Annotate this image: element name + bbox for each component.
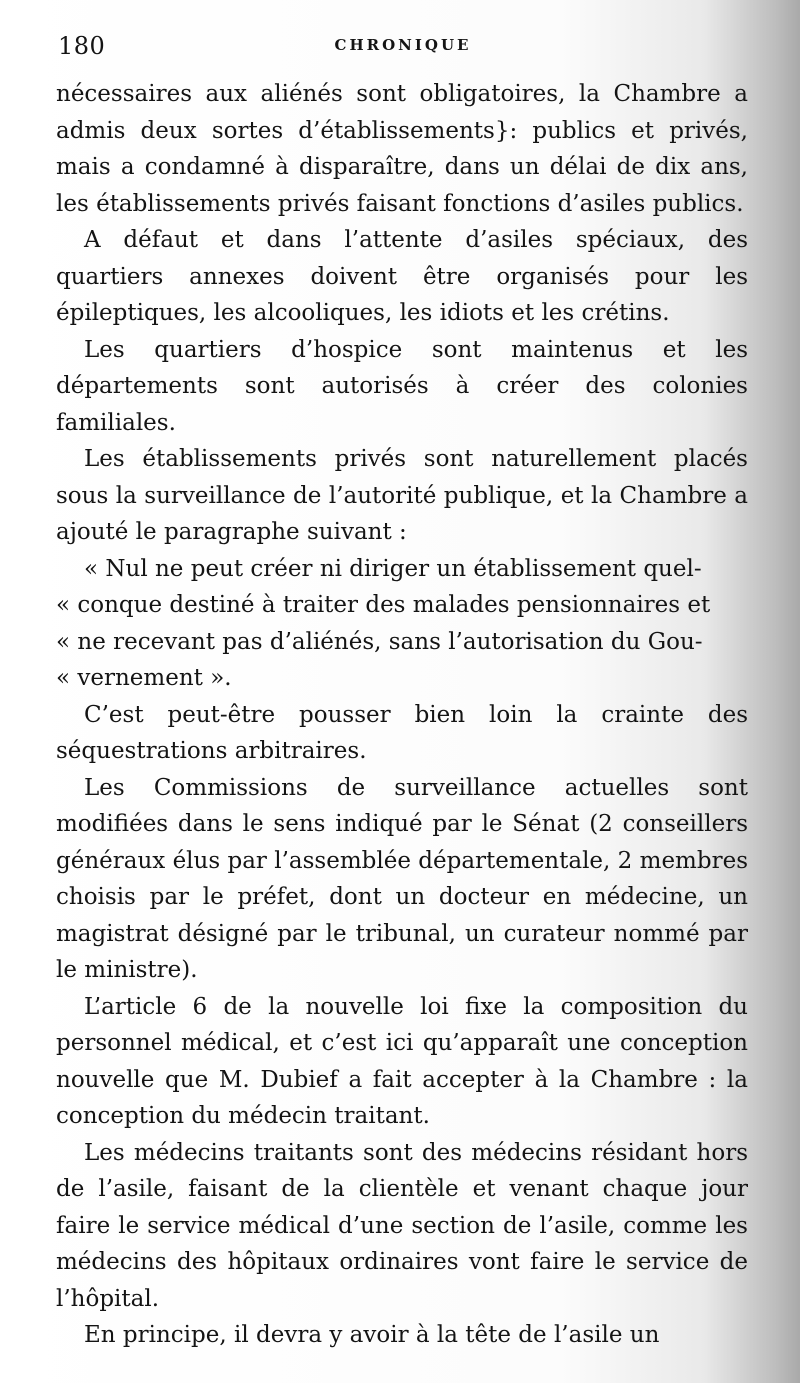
quotation-line: « conque destiné à traiter des malades pensionnaires et [56, 592, 711, 618]
page-number: 180 [58, 32, 106, 60]
running-head: CHRONIQUE [334, 36, 472, 54]
quotation-line: « vernement ». [56, 665, 232, 691]
body-text [56, 76, 748, 1354]
paragraph-in-principle: En principe, il devra y avoir à la tête de l’asile un [84, 1322, 660, 1348]
paragraph-arbitrary-sequestration: C’est peut-être pousser bien loin la crainte des séquestrations arbitraires. [56, 701, 748, 764]
quotation-line: « ne recevant pas d’aliénés, sans l’autorisation du Gou- [56, 628, 703, 655]
paragraph-article-6: L’article 6 de la nouvelle loi fixe la composition du personnel médical, et c’est ici qu’apparaît une conception nouvelle que M. Dubief a fait accepter à la Chambre : la conception du médecin traitant. [56, 993, 748, 1129]
paragraph-continuation: nécessaires aux aliénés sont obligatoires, la Chambre a admis deux sortes d’établissements}: publics et privés, mais a condamné à disparaître, dans un délai de dix ans, les établissements privés faisant fonctions d’asiles publics. [56, 81, 748, 217]
paragraph-attending-physicians: Les médecins traitants sont des médecins résidant hors de l’asile, faisant de la clientèle et venant chaque jour faire le service médical d’une section de l’asile, comme les médecins des hôpitaux ordinaires vont faire le service de l’hôpital. [56, 1139, 748, 1312]
paragraph-special-asylums: A défaut et dans l’attente d’asiles spéciaux, des quartiers annexes doivent être organisés pour les épileptiques, les alcooliques, les idiots et les crétins. [56, 227, 748, 326]
law-quotation [56, 551, 748, 697]
paragraph-private-establishments: Les établissements privés sont naturellement placés sous la surveillance de l’autorité publique, et la Chambre a ajouté le paragraphe suivant : [56, 446, 748, 545]
paragraph-surveillance-commissions: Les Commissions de surveillance actuelles sont modifiées dans le sens indiqué par le Sénat (2 conseillers généraux élus par l’assemblée départementale, 2 membres choisis par le préfet, dont un docteur en médecine, un magistrat désigné par le tribunal, un curateur nommé par le ministre). [56, 774, 748, 983]
page-header [58, 32, 748, 68]
quotation-line: « Nul ne peut créer ni diriger un établissement quel- [84, 555, 702, 582]
paragraph-hospice-quarters: Les quartiers d’hospice sont maintenus et les départements sont autorisés à créer des colonies familiales. [56, 336, 748, 436]
